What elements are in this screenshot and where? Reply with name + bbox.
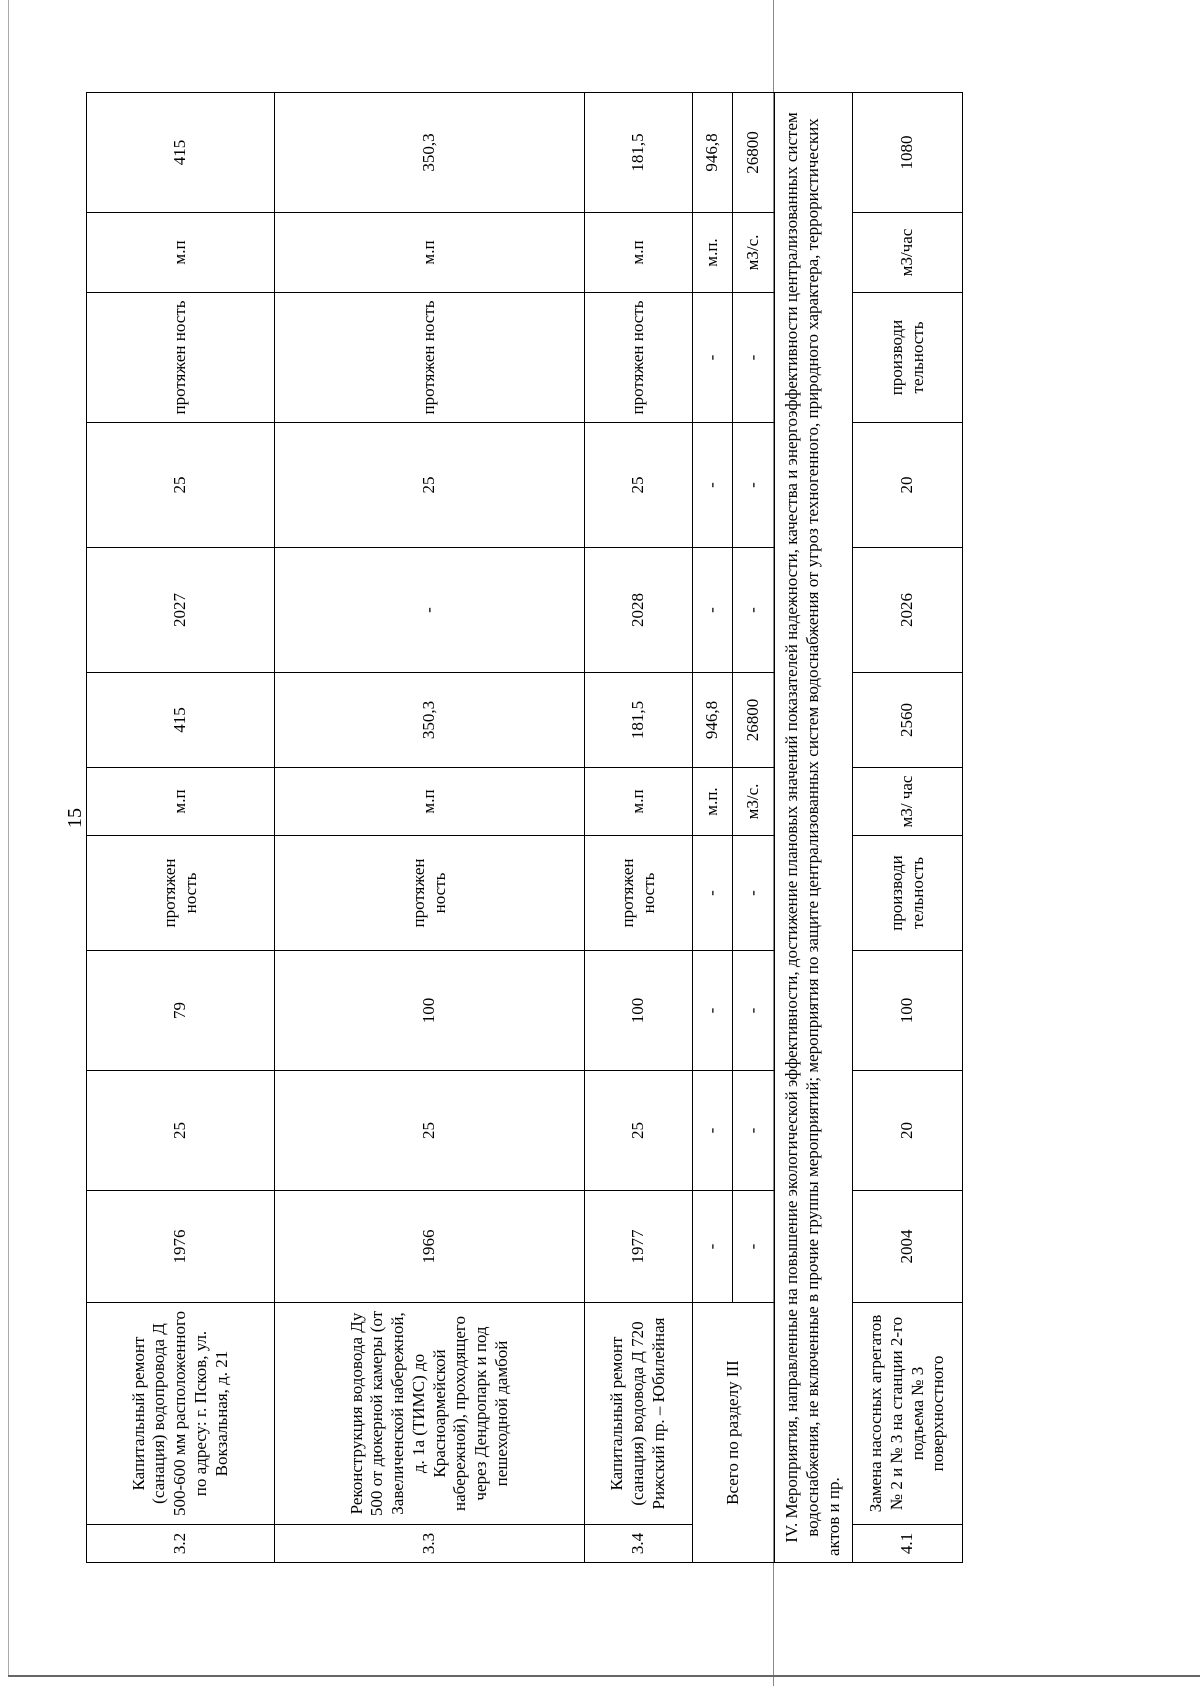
cell-term: 20 — [853, 1071, 963, 1191]
cell-plan-term: 25 — [87, 423, 275, 548]
cell-value: 415 — [87, 673, 275, 768]
cell-plan-term: 25 — [275, 423, 585, 548]
cell-term: 25 — [275, 1071, 585, 1191]
cell-plan-param: протяжен ность — [585, 293, 693, 423]
cell-param: - — [733, 836, 775, 951]
cell-plan-year: 2026 — [853, 548, 963, 673]
row-number: 4.1 — [853, 1525, 963, 1563]
cell-value: 181,5 — [585, 673, 693, 768]
cell-value: 946,8 — [693, 673, 733, 768]
cell-year: - — [733, 1191, 775, 1303]
cell-plan-term: 25 — [585, 423, 693, 548]
section-heading-row — [775, 93, 853, 1563]
cell-term: 25 — [585, 1071, 693, 1191]
cell-plan-param: производи тельность — [853, 293, 963, 423]
totals-row — [693, 93, 733, 1563]
cell-plan-unit: м.п — [87, 213, 275, 293]
row-name: Реконструкция водовода Ду 500 от дюкерной камеры (от Завеличенской набережной, д. 1а (ТИМС) до Красноармейской набережной), проходящего через Дендропарк и под пешеходной дамбой — [275, 1303, 585, 1525]
cell-plan-value: 26800 — [733, 93, 775, 213]
cell-plan-param: протяжен ность — [275, 293, 585, 423]
cell-unit: м.п — [585, 768, 693, 836]
cell-plan-param: протяжен ность — [87, 293, 275, 423]
cell-param: производи тельность — [853, 836, 963, 951]
cell-unit: м3/с. — [733, 768, 775, 836]
cell-value: 26800 — [733, 673, 775, 768]
cell-term: - — [733, 1071, 775, 1191]
cell-plan-year: - — [733, 548, 775, 673]
cell-unit: м3/ час — [853, 768, 963, 836]
cell-year: 1966 — [275, 1191, 585, 1303]
row-number: 3.4 — [585, 1525, 693, 1563]
cell-plan-year: - — [693, 548, 733, 673]
cell-param: протяжен ность — [585, 836, 693, 951]
cell-plan-unit: м3/час — [853, 213, 963, 293]
cell-plan-param: - — [693, 293, 733, 423]
cell-plan-value: 350,3 — [275, 93, 585, 213]
row-name: Капитальный ремонт (санация) водопровода Д 500-600 мм расположенного по адресу: г. Псков, ул. Вокзальная, д. 21 — [87, 1303, 275, 1525]
cell-plan-value: 1080 — [853, 93, 963, 213]
cell-wear: 100 — [585, 951, 693, 1071]
cell-plan-year: 2027 — [87, 548, 275, 673]
cell-plan-value: 181,5 — [585, 93, 693, 213]
cell-param: протяжен ность — [87, 836, 275, 951]
cell-term: 25 — [87, 1071, 275, 1191]
cell-unit: м.п. — [693, 768, 733, 836]
cell-plan-year: - — [275, 548, 585, 673]
cell-unit: м.п — [87, 768, 275, 836]
table-row — [853, 93, 963, 1563]
cell-plan-year: 2028 — [585, 548, 693, 673]
row-name: Капитальный ремонт (санация) водовода Д 720 Рижский пр. – Юбилейная — [585, 1303, 693, 1525]
rotated-page-content — [86, 93, 966, 1563]
cell-plan-unit: м.п — [585, 213, 693, 293]
section-heading: IV. Мероприятия, направленные на повышение экологической эффективности, достижение плановых значений показателей надежности, качества и энергоэффективности централизованных систем водоснабжения, не включенные в прочие группы мероприятий; мероприятия по защите централизованных систем водоснабжения от угроз техногенного, природного характера, террористических актов и пр. — [775, 93, 853, 1563]
row-name: Замена насосных агрегатов № 2 и № 3 на станции 2-го подъема № 3 поверхностного — [853, 1303, 963, 1525]
measures-table — [86, 92, 963, 1563]
cell-plan-term: 20 — [853, 423, 963, 548]
cell-wear: 100 — [853, 951, 963, 1071]
cell-plan-unit: м3/с. — [733, 213, 775, 293]
cell-year: 1977 — [585, 1191, 693, 1303]
cell-plan-value: 415 — [87, 93, 275, 213]
cell-unit: м.п — [275, 768, 585, 836]
scan-left-edge — [8, 0, 9, 1676]
cell-plan-unit: м.п — [275, 213, 585, 293]
cell-plan-param: - — [733, 293, 775, 423]
cell-value: 2560 — [853, 673, 963, 768]
page-number: 15 — [64, 808, 86, 828]
cell-param: протяжен ность — [275, 836, 585, 951]
row-number: 3.3 — [275, 1525, 585, 1563]
cell-year: 1976 — [87, 1191, 275, 1303]
row-number: 3.2 — [87, 1525, 275, 1563]
cell-wear: - — [733, 951, 775, 1071]
cell-plan-value: 946,8 — [693, 93, 733, 213]
cell-plan-term: - — [693, 423, 733, 548]
cell-wear: 100 — [275, 951, 585, 1071]
cell-plan-unit: м.п. — [693, 213, 733, 293]
table-row — [585, 93, 693, 1563]
cell-param: - — [693, 836, 733, 951]
cell-plan-term: - — [733, 423, 775, 548]
cell-wear: - — [693, 951, 733, 1071]
cell-term: - — [693, 1071, 733, 1191]
cell-year: 2004 — [853, 1191, 963, 1303]
cell-wear: 79 — [87, 951, 275, 1071]
cell-value: 350,3 — [275, 673, 585, 768]
cell-year: - — [693, 1191, 733, 1303]
scan-bottom-edge — [8, 1675, 1200, 1677]
table-row — [87, 93, 275, 1563]
table-row — [275, 93, 585, 1563]
totals-label: Всего по разделу III — [693, 1303, 775, 1563]
